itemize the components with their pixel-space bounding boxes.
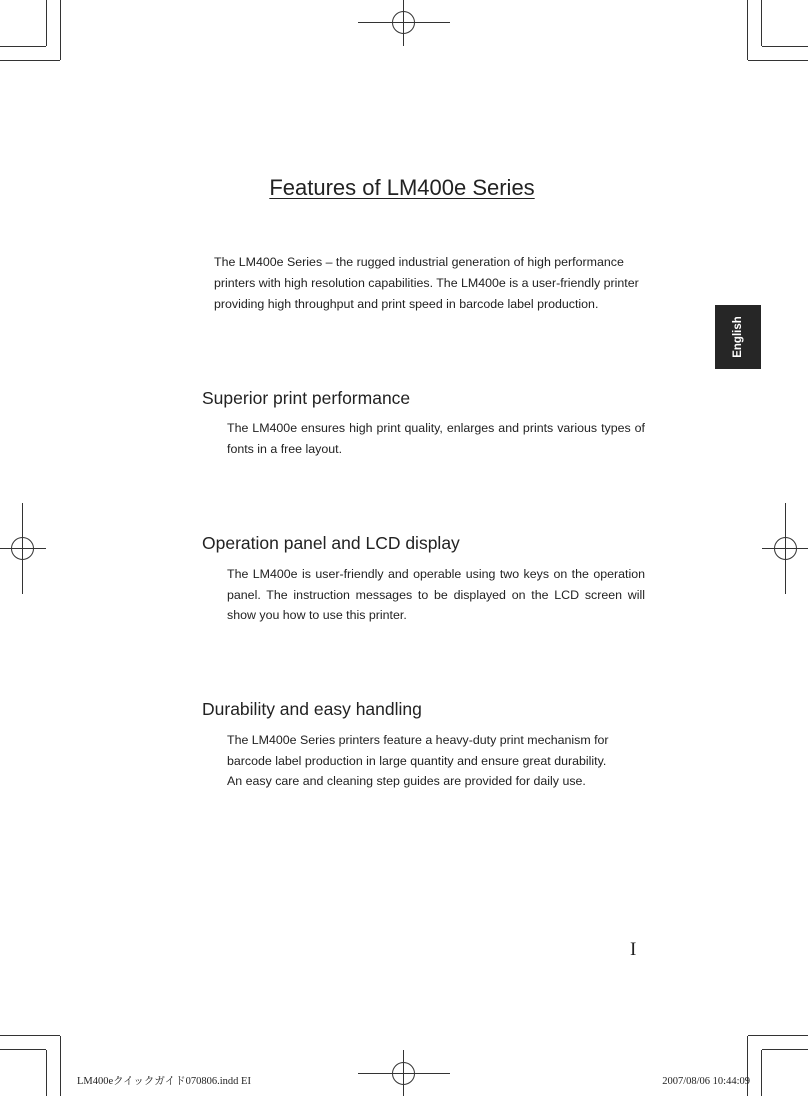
section-body-operation-panel: [227, 564, 645, 626]
footer-file-slug: LM400eクイックガイド070806.indd EI: [77, 1076, 251, 1087]
section-body-print-performance: [227, 418, 645, 459]
section-heading-operation-panel: Operation panel and LCD display: [202, 533, 460, 553]
language-tab-label: English: [732, 316, 744, 358]
footer-datetime-slug: 2007/08/06 10:44:09: [662, 1076, 750, 1087]
section-heading-print-performance: Superior print performance: [202, 388, 411, 408]
section-paragraph: An easy care and cleaning step guides are provided for daily use.: [227, 774, 586, 789]
section-paragraph: The LM400e Series printers feature a heavy-duty print mechanism for barcode label production in large quantity and ensure great durability.: [227, 733, 609, 768]
page-number: I: [630, 939, 637, 960]
language-tab: [715, 305, 761, 369]
section-heading-durability: Durability and easy handling: [202, 699, 422, 719]
page-title: Features of LM400e Series: [269, 175, 535, 200]
section-paragraph: The LM400e is user-friendly and operable using two keys on the operation panel. The instruction messages to be displayed on the LCD screen will show you how to use this printer.: [227, 567, 645, 623]
section-body-durability: [227, 730, 645, 792]
section-paragraph: The LM400e ensures high print quality, enlarges and prints various types of fonts in a free layout.: [227, 421, 645, 456]
intro-paragraph: The LM400e Series – the rugged industrial generation of high performance printers with high resolution capabilities. The LM400e is a user-friendly printer providing high throughput and print speed in barcode label production.: [214, 255, 639, 311]
